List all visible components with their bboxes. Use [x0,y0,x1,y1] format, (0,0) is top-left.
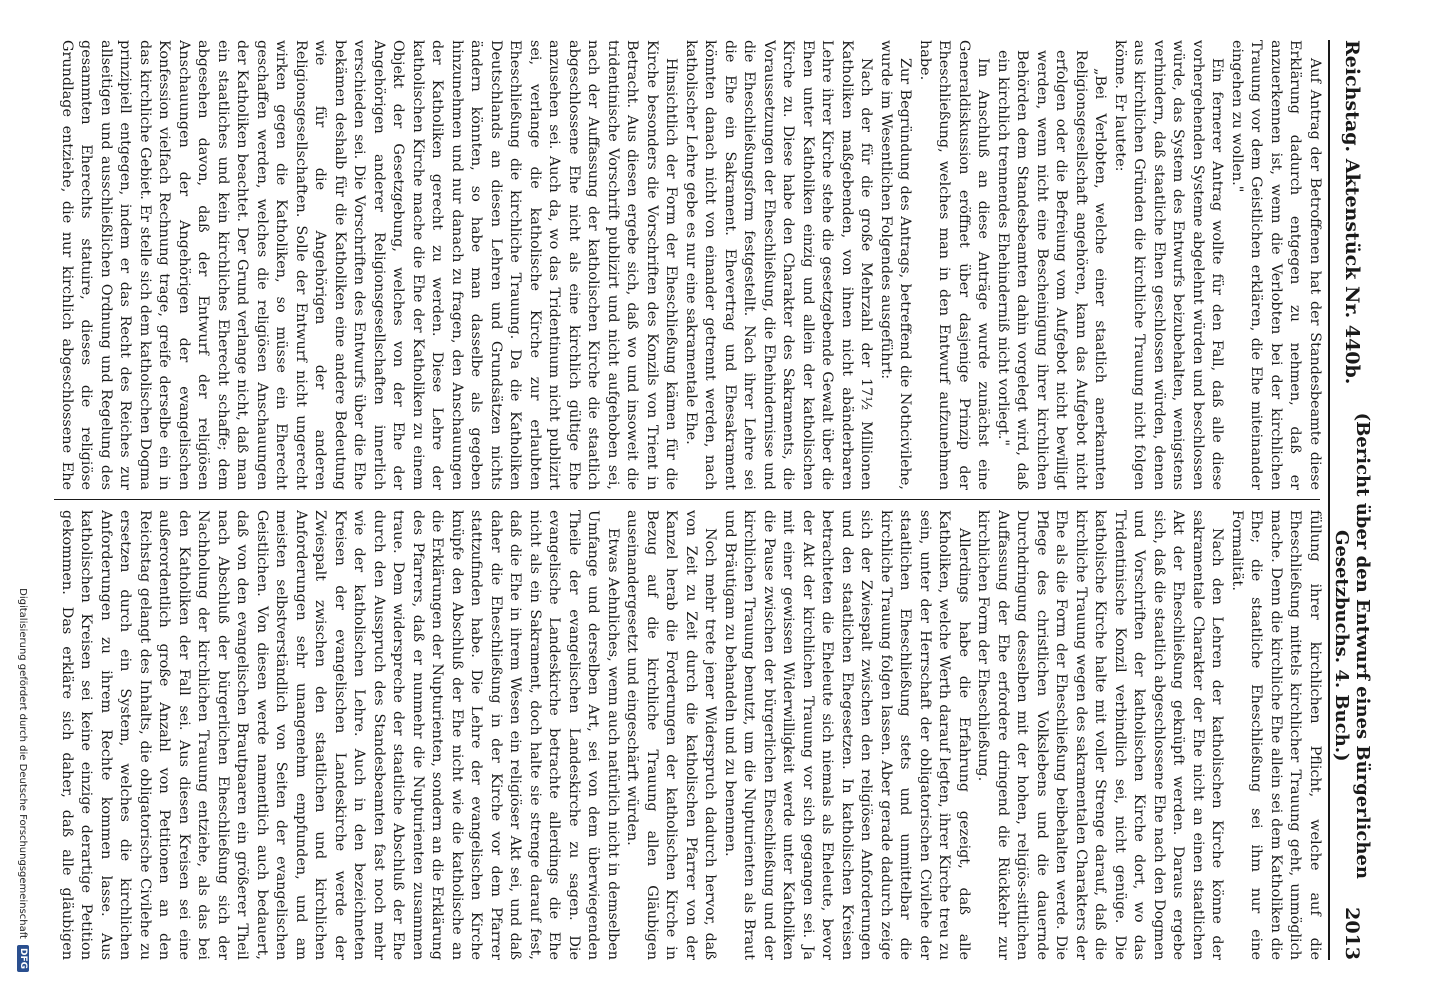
header-title: Reichstag. Aktenstück Nr. 440b. [1341,40,1363,385]
left-column [54,40,1324,490]
dfg-logo-icon: DFG [17,945,29,972]
page-header [1328,40,1374,960]
column-divider [54,490,1324,510]
paragraph: Etwas Aehnliches, wenn auch natürlich nicht in demselben Umfange und derselben Art, sei von dem überwiegenden Theile der evangelischen Landeskirche zu sagen. Die evangelische Landeskirche betrachte allerdings die Ehe nicht als ein Sakrament, doch halte sie strenge darauf fest, daß die Ehe in ihrem Wesen ein religiöser Akt sei, und daß daher die Eheschließung in der Kirche vor dem Pfarrer stattzufinden habe. Die Lehre der evangelischen Kirche knüpfe den Abschluß der Ehe nicht wie die katholische an die Erklärungen der Nupturienten, sondern an die Erklärung des Pfarrers, daß er nunmehr die Nupturienten zusammen traue. Dem widerspreche der staatliche Abschluß der Ehe durch den Ausspruch des Standesbeamten fast noch mehr wie der katholischen Lehre. Auch in den bezeichneten Kreisen der evangelischen Landeskirche werde der Zwiespalt zwischen den staatlichen und kirchlichen Anforderungen sehr unangenehm empfunden, und am meisten selbstverständlich von Seiten der evangelischen Geistlichen. Von diesen werde namentlich auch bedauert, daß von den evangelischen Brautpaaren ein größerer Theil nach Abschluß der bürgerlichen Eheschließung sich der Nachholung der kirchlichen Trauung entziehe, als das bei den Katholiken der Fall sei. Aus diesen Kreisen sei eine außerordentlich große Anzahl von Petitionen an den Reichstag gelangt des Inhalts, die obligatorische Civilehe zu ersetzen durch ein System, welches die kirchlichen Anforderungen zu ihrem Rechte kommen lasse. Aus katholischen Kreisen sei keine einzige derartige Petition gekommen. Das erkläre sich daher, daß alle gläubigen [59,510,621,960]
paragraph: Nach den Lehren der katholischen Kirche könne der sakramentale Charakter der Ehe nicht an einen staatlichen Akt der Eheschließung geknüpft werden. Daraus ergebe sich, daß die staatlich abgeschlossene Ehe nach den Dogmen und Vorschriften der katholischen Kirche dort, wo das Tridentinische Konzil verbindlich sei, nicht genüge. Die katholische Kirche halte mit voller Strenge darauf, daß die kirchliche Trauung wegen des sakramentalen Charakters der Ehe als die Form der Eheschließung beibehalten werde. Die Pflege des christlichen Volkslebens und die dauernde Durchdringung desselben mit der hohen, religiös-sittlichen Auffassung der Ehe erfordere dringend die Rückkehr zur kirchlichen Form der Eheschließung. [975,510,1226,960]
paragraph: Ein fernerer Antrag wollte für den Fall, daß alle diese vorhergehenden Systeme abgelehnt würden und beschlossen würde, das System des Entwurfs beizubehalten, wenigstens verhindern, daß staatliche Ehen geschlossen würden, denen aus kirchlichen Gründen die kirchliche Trauung nicht folgen könne. Er lautete: [1112,40,1226,490]
paragraph: Allerdings habe die Erfahrung gezeigt, daß alle Katholiken, welche Werth darauf legten, ihrer Kirche treu zu sein, unter der Herrschaft der obligatorischen Civilehe der staatlichen Eheschließung stets und unmittelbar die kirchliche Trauung folgen lassen. Aber gerade dadurch zeige sich der Zwiespalt zwischen den religiösen Anforderungen und den staatlichen Ehegesetzen. In katholischen Kreisen betrachteten die Eheleute sich niemals als Eheleute, bevor der Akt der kirchlichen Trauung vor sich gegangen sei. Ja mit einer gewissen Widerwilligkeit werde unter Katholiken die Pause zwischen der bürgerlichen Eheschließung und der kirchlichen Trauung benutzt, um die Nupturienten als Braut und Bräutigam zu behandeln und zu benennen. [722,510,972,960]
paragraph: Auf Antrag der Betroffenen hat der Standesbeamte diese Erklärung dadurch entgegen zu nehmen, daß er anzuerkennen ist, wenn die Verlobten bei der kirchlichen Trauung vor dem Geistlichen erklären, die Ehe miteinander eingehen zu wollen." [1229,40,1323,490]
paragraph: Im Anschluß an diese Anträge wurde zunächst eine Generaldiskussion eröffnet über dasjenige Prinzip der Eheschließung, welches man in den Entwurf aufzunehmen habe. [917,40,992,490]
digitization-credit [17,28,29,972]
text-columns [54,40,1324,960]
paragraph: Zur Begründung des Antrags, betreffend die Nothcivilehe, wurde im Wesentlichen Folgendes ausgeführt: [878,40,914,490]
paragraph: Nach der für die große Mehrzahl der 17½ Millionen Katholiken maßgebenden, von ihnen nicht abänderbaren Lehre ihrer Kirche stehe die gesetzgebende Gewalt über die Ehen unter Katholiken einzig und allein der katholischen Kirche zu. Diese habe den Charakter des Sakraments, die Voraussetzungen der Eheschließung, die Ehehindernisse und die Eheschließungsform festgestellt. Nach ihrer Lehre sei die Ehe ein Sakrament. Ehevertrag und Ehesakrament könnten danach nicht von einander getrennt werden, nach katholischer Lehre gebe es nur eine sakramentale Ehe. [683,40,875,490]
page-number: 2013 [1341,907,1363,960]
paragraph: füllung ihrer kirchlichen Pflicht, welche auf die Eheschließung mittels kirchlicher Trauung geht, unmöglich mache. Denn die kirchliche Ehe allein sei dem Katholiken die Ehe; die staatliche Eheschließung sei ihm nur eine Formalität. [1229,510,1323,960]
paragraph-quote: „Bei Verlobten, welche einer staatlich anerkannten Religionsgesellschaft angehören, kann das Aufgebot nicht erfolgen oder die Befreiung vom Aufgebot nicht bewilligt werden, wenn nicht eine Bescheinigung ihrer kirchlichen Behörden dem Standesbeamten dahin vorgelegt wird, daß ein kirchlich trennendes Ehehinderniß nicht vorliegt." [995,50,1109,490]
header-subtitle: (Bericht über den Entwurf eines Bürgerlichen Gesetzbuchs. 4. Buch.) [1331,412,1373,879]
paragraph: Noch mehr trete jener Widerspruch dadurch hervor, daß von Zeit zu Zeit durch die katholischen Pfarrer von der Kanzel herab die Forderungen der katholischen Kirche in Bezug auf die kirchliche Trauung allen Gläubigen auseinandergesetzt und eingeschärft würden. [624,510,719,960]
credit-text: Digitalisierung gefördert durch die Deutsche Forschungsgemeinschaft [17,588,29,939]
right-column [54,510,1324,960]
paragraph: Hinsichtlich der Form der Eheschließung kämen für die Kirche besonders die Vorschriften des Konzils von Trient in Betracht. Aus diesen ergebe sich, daß wo und insoweit die tridentinische Vorschrift publizirt und nicht aufgehoben sei, nach der Auffassung der katholischen Kirche die staatlich abgeschlossene Ehe nicht als eine kirchlich gültige Ehe anzusehen sei. Auch da, wo das Tridentinum nicht publizirt sei, verlange die katholische Kirche zur erlaubten Eheschließung die kirchliche Trauung. Da die Katholiken Deutschlands an diesen Lehren und Grundsätzen nichts ändern könnten, so habe man dasselbe als gegeben hinzunehmen und nur danach zu fragen, den Anschauungen der Katholiken gerecht zu werden. Diese Lehre der katholischen Kirche mache die Ehe der Katholiken zu einem Objekt der Gesetzgebung, welches von der Ehe der Angehörigen anderer Religionsgesellschaften innerlich verschieden sei. Die Vorschriften des Entwurfs über die Ehe bekämen deshalb für die Katholiken eine andere Bedeutung wie für die Angehörigen der anderen Religionsgesellschaften. Solle der Entwurf nicht ungerecht wirken gegen die Katholiken, so müsse ein Eherecht geschaffen werden, welches die religiösen Anschauungen der Katholiken beachtet. Der Grund verlange nicht, daß man ein staatliches und kein kirchliches Eherecht schaffe; dem abgesehen davon, daß der Entwurf der religiösen Anschauungen der Angehörigen der evangelischen Konfession vielfach Rechnung trage, greife derselbe ein in das kirchliche Gebiet. Er stelle sich dem katholischen Dogma prinzipiell entgegen, indem er das Recht des Reiches zur allseitigen und ausschließlichen Ordnung und Regelung des gesammten Eherechts statuire, dieses die religiöse Grundlage entziehe, die nur kirchlich abgeschlossene Ehe [59,40,680,490]
